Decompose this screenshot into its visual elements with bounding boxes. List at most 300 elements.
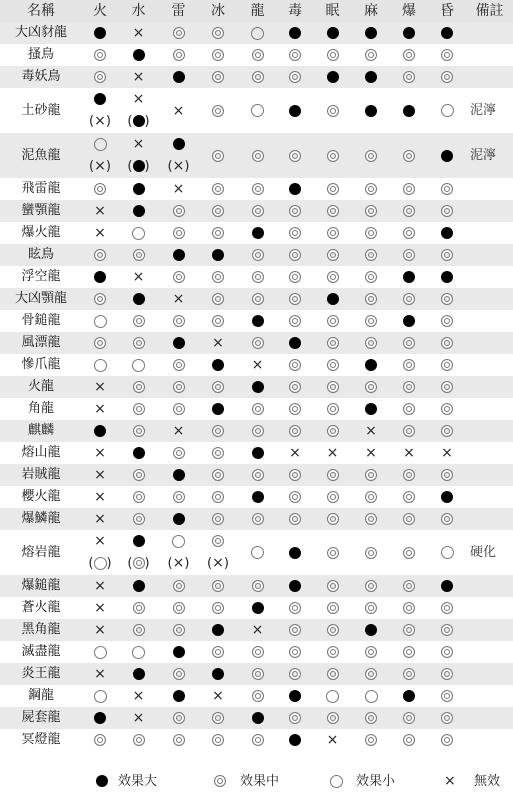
weakness-cell: [198, 575, 238, 597]
weakness-cell: [352, 729, 390, 751]
weakness-cell: [352, 354, 390, 376]
cross-icon: ×: [403, 445, 415, 461]
filled-circle-icon: [365, 624, 377, 636]
double-circle-icon: [94, 183, 106, 195]
weakness-cell: [238, 310, 277, 332]
weakness-cell: [352, 310, 390, 332]
double-circle-icon: [212, 469, 224, 481]
filled-circle-icon: [252, 712, 264, 724]
weakness-cell: [159, 222, 198, 244]
double-circle-icon: [289, 359, 301, 371]
weakness-cell: [313, 22, 352, 44]
filled-circle-icon: [173, 469, 185, 481]
weakness-cell: [238, 44, 277, 66]
weakness-cell: [198, 44, 238, 66]
weakness-cell: [352, 66, 390, 88]
table-row: [0, 597, 513, 619]
table-row: [0, 729, 513, 751]
weakness-cell: [159, 22, 198, 44]
filled-circle-icon: [133, 293, 145, 305]
filled-circle-icon: [289, 337, 301, 349]
weakness-cell: [198, 508, 238, 530]
weakness-cell: [390, 354, 428, 376]
weakness-cell: [198, 685, 238, 707]
double-circle-icon: [212, 105, 224, 117]
weakness-cell: [118, 530, 159, 574]
weakness-cell: [313, 663, 352, 685]
paren-close: ): [144, 159, 150, 174]
weakness-cell: [82, 641, 118, 663]
weakness-cell: [352, 575, 390, 597]
weakness-cell: [277, 22, 313, 44]
weakness-cell: [277, 44, 313, 66]
weakness-cell: [238, 575, 277, 597]
weakness-cell: [238, 641, 277, 663]
weakness-cell: [82, 685, 118, 707]
weakness-cell: [390, 222, 428, 244]
note: 硬化: [469, 545, 496, 560]
weakness-cell: [277, 729, 313, 751]
weakness-cell: [118, 66, 159, 88]
weakness-cell: [277, 398, 313, 420]
cross-icon: ×: [94, 578, 106, 594]
double-circle-icon: [441, 690, 453, 702]
double-circle-icon: [252, 513, 264, 525]
double-circle-icon: [365, 668, 377, 680]
double-circle-icon: [403, 183, 415, 195]
weakness-cell: [277, 100, 313, 122]
monster-name: 黑角龍: [21, 622, 61, 637]
weakness-cell: [428, 266, 466, 288]
double-circle-icon: [327, 469, 339, 481]
monster-name: 土砂龍: [21, 103, 61, 118]
double-circle-icon: [289, 491, 301, 503]
double-circle-icon: [365, 734, 377, 746]
weakness-cell: [428, 641, 466, 663]
filled-circle-icon: [173, 690, 185, 702]
weakness-cell: [313, 222, 352, 244]
weakness-cell: [352, 542, 390, 564]
double-circle-icon: [403, 71, 415, 83]
cross-icon: ×: [365, 445, 377, 461]
open-circle-icon: [330, 775, 343, 788]
double-circle-icon: [403, 150, 415, 162]
weakness-cell: [352, 100, 390, 122]
filled-circle-icon: [94, 27, 106, 39]
double-circle-icon: [212, 271, 224, 283]
double-circle-icon: [252, 425, 264, 437]
weakness-cell: [82, 266, 118, 288]
weakness-cell: [428, 244, 466, 266]
weakness-cell: [277, 244, 313, 266]
double-circle-icon: [365, 712, 377, 724]
weakness-cell: [238, 222, 277, 244]
weakness-cell: [118, 354, 159, 376]
monster-name: 滅盡龍: [21, 644, 61, 659]
double-circle-icon: [212, 71, 224, 83]
weakness-cell: [390, 200, 428, 222]
header-note: 備註: [475, 3, 504, 19]
double-circle-icon: [403, 734, 415, 746]
weakness-cell: [390, 442, 428, 464]
legend-label: 無效: [474, 774, 501, 789]
double-circle-icon: [212, 227, 224, 239]
double-circle-icon: [441, 249, 453, 261]
double-circle-icon: [327, 580, 339, 592]
weakness-cell: [198, 222, 238, 244]
weakness-cell: [428, 663, 466, 685]
weakness-cell: [313, 310, 352, 332]
weakness-cell: [352, 178, 390, 200]
legend-label: 效果大: [118, 774, 158, 789]
weakness-cell: [82, 88, 118, 132]
weakness-cell: [118, 288, 159, 310]
monster-name: 爆鎚龍: [21, 578, 61, 593]
double-circle-icon: [327, 271, 339, 283]
filled-circle-icon: [94, 712, 106, 724]
double-circle-icon: [252, 249, 264, 261]
filled-circle-icon: [173, 138, 185, 150]
weakness-cell: [313, 145, 352, 167]
weakness-cell: [238, 200, 277, 222]
weakness-cell: [118, 332, 159, 354]
cross-icon: ×: [132, 269, 145, 285]
weakness-cell: [198, 310, 238, 332]
double-circle-icon: [173, 580, 185, 592]
filled-circle-icon: [289, 734, 301, 746]
weakness-cell: [428, 420, 466, 442]
double-circle-icon: [365, 205, 377, 217]
cross-icon: ×: [326, 732, 339, 748]
double-circle-icon: [173, 734, 185, 746]
double-circle-icon: [133, 469, 145, 481]
weakness-cell: [82, 508, 118, 530]
weakness-cell: [159, 288, 198, 310]
double-circle-icon: [212, 183, 224, 195]
filled-circle-icon: [289, 105, 301, 117]
weakness-cell: [238, 707, 277, 729]
double-circle-icon: [365, 602, 377, 614]
weakness-cell: [82, 44, 118, 66]
double-circle-icon: [289, 49, 301, 61]
filled-circle-icon: [133, 183, 145, 195]
filled-circle-icon: [441, 227, 453, 239]
double-circle-icon: [173, 205, 185, 217]
monster-name: 泥魚龍: [21, 148, 61, 163]
double-circle-icon: [173, 712, 185, 724]
weakness-cell: [198, 597, 238, 619]
double-circle-icon: [441, 513, 453, 525]
weakness-cell: [82, 200, 118, 222]
weakness-cell: [118, 729, 159, 751]
double-circle-icon: [365, 249, 377, 261]
paren-close: ): [144, 556, 150, 571]
weakness-cell: [118, 178, 159, 200]
cross-icon: ×: [251, 357, 264, 373]
double-circle-icon: [365, 150, 377, 162]
header-element: 爆: [402, 3, 416, 19]
cross-icon: ×: [132, 710, 145, 726]
weakness-cell: [313, 398, 352, 420]
double-circle-icon: [365, 337, 377, 349]
weakness-cell: [352, 145, 390, 167]
open-circle-icon: [441, 104, 454, 117]
legend-none-icon: [444, 770, 456, 793]
weakness-cell: [198, 420, 238, 442]
filled-circle-icon: [365, 105, 377, 117]
weakness-cell: [198, 398, 238, 420]
double-circle-icon: [289, 271, 301, 283]
weakness-cell: [352, 641, 390, 663]
paren-open: (: [207, 556, 213, 571]
cross-icon: ×: [444, 773, 456, 789]
weakness-cell: [428, 200, 466, 222]
weakness-cell: [198, 707, 238, 729]
double-circle-icon: [94, 337, 106, 349]
paren-open: (: [89, 159, 95, 174]
weakness-cell: [313, 178, 352, 200]
double-circle-icon: [212, 646, 224, 658]
table-row: [0, 420, 513, 442]
weakness-cell: [390, 685, 428, 707]
table-row: [0, 530, 513, 575]
double-circle-icon: [289, 150, 301, 162]
double-circle-icon: [212, 513, 224, 525]
weakness-cell: [82, 354, 118, 376]
weakness-cell: [352, 266, 390, 288]
weakness-cell: [352, 332, 390, 354]
filled-circle-icon: [252, 315, 264, 327]
weakness-cell: [428, 44, 466, 66]
weakness-cell: [82, 464, 118, 486]
double-circle-icon: [252, 668, 264, 680]
legend-small-icon: [330, 770, 343, 793]
cross-icon: ×: [326, 445, 339, 461]
double-circle-icon: [365, 227, 377, 239]
double-circle-icon: [441, 646, 453, 658]
filled-circle-icon: [252, 602, 264, 614]
header-element: 雷: [171, 3, 186, 19]
double-circle-icon: [441, 381, 453, 393]
double-circle-icon: [212, 602, 224, 614]
weakness-cell: [159, 133, 198, 177]
double-circle-icon: [94, 71, 106, 83]
paren-close: ): [105, 159, 111, 174]
double-circle-icon: [173, 271, 185, 283]
weakness-cell: [198, 22, 238, 44]
monster-name: 慘爪龍: [21, 357, 61, 372]
header-element: 毒: [288, 3, 302, 19]
double-circle-icon: [133, 425, 145, 437]
double-circle-icon: [365, 547, 377, 559]
filled-circle-icon: [403, 105, 415, 117]
double-circle-icon: [94, 293, 106, 305]
weakness-cell: [159, 266, 198, 288]
double-circle-icon: [441, 359, 453, 371]
weakness-cell: [277, 619, 313, 641]
weakness-cell: [82, 707, 118, 729]
double-circle-icon: [173, 668, 185, 680]
cross-icon: ×: [94, 467, 106, 483]
double-circle-icon: [365, 491, 377, 503]
cross-icon: ×: [94, 225, 106, 241]
table-row: [0, 44, 513, 66]
weakness-cell: [118, 641, 159, 663]
weakness-cell: [118, 486, 159, 508]
weakness-cell: [277, 575, 313, 597]
double-circle-icon: [327, 337, 339, 349]
monster-name: 骨鎚龍: [21, 313, 61, 328]
monster-name: 蒼火龍: [21, 600, 61, 615]
monster-name: 風漂龍: [21, 335, 61, 350]
weakness-cell: [238, 420, 277, 442]
weakness-cell: [118, 685, 159, 707]
paren-open: (: [127, 556, 133, 571]
double-circle-icon: [327, 668, 339, 680]
table-row: [0, 66, 513, 88]
double-circle-icon: [403, 712, 415, 724]
weakness-cell: [428, 310, 466, 332]
double-circle-icon: [252, 71, 264, 83]
cross-icon: ×: [172, 291, 185, 307]
table-row: [0, 266, 513, 288]
weakness-cell: [198, 641, 238, 663]
table-row: [0, 222, 513, 244]
open-circle-icon: [326, 690, 339, 703]
weakness-cell: [277, 178, 313, 200]
weakness-cell: [428, 508, 466, 530]
weakness-cell: [159, 244, 198, 266]
weakness-cell: [390, 398, 428, 420]
filled-circle-icon: [133, 115, 145, 127]
weakness-cell: [352, 244, 390, 266]
double-circle-icon: [327, 227, 339, 239]
weakness-cell: [390, 100, 428, 122]
weakness-cell: [277, 145, 313, 167]
filled-circle-icon: [365, 403, 377, 415]
double-circle-icon: [133, 381, 145, 393]
double-circle-icon: [327, 381, 339, 393]
weakness-cell: [82, 66, 118, 88]
weakness-cell: [82, 597, 118, 619]
weakness-cell: [313, 486, 352, 508]
double-circle-icon: [327, 602, 339, 614]
weakness-cell: [313, 266, 352, 288]
weakness-cell: [159, 66, 198, 88]
double-circle-icon: [289, 71, 301, 83]
paren-close: ): [184, 159, 190, 174]
weakness-cell: [277, 663, 313, 685]
weakness-cell: [238, 22, 277, 44]
weakness-cell: [159, 729, 198, 751]
weakness-cell: [390, 178, 428, 200]
double-circle-icon: [289, 469, 301, 481]
weakness-cell: [118, 663, 159, 685]
weakness-cell: [198, 332, 238, 354]
weakness-cell: [390, 575, 428, 597]
filled-circle-icon: [327, 293, 339, 305]
weakness-cell: [238, 542, 277, 564]
weakness-cell: [428, 354, 466, 376]
double-circle-icon: [403, 359, 415, 371]
weakness-cell: [428, 486, 466, 508]
weakness-cell: [277, 222, 313, 244]
filled-circle-icon: [212, 668, 224, 680]
header-element: 龍: [250, 3, 265, 19]
weakness-cell: [159, 530, 198, 574]
double-circle-icon: [212, 447, 224, 459]
weakness-cell: [313, 288, 352, 310]
filled-circle-icon: [212, 249, 224, 261]
open-circle-icon: [441, 546, 454, 559]
weakness-cell: [238, 729, 277, 751]
weakness-cell: [428, 707, 466, 729]
filled-circle-icon: [212, 624, 224, 636]
weakness-cell: [198, 663, 238, 685]
monster-name: 火龍: [27, 379, 54, 394]
weakness-cell: [428, 288, 466, 310]
filled-circle-icon: [403, 27, 415, 39]
weakness-cell: [390, 66, 428, 88]
weakness-cell: [159, 420, 198, 442]
double-circle-icon: [327, 49, 339, 61]
double-circle-icon: [289, 249, 301, 261]
filled-circle-icon: [441, 580, 453, 592]
double-circle-icon: [289, 513, 301, 525]
double-circle-icon: [133, 403, 145, 415]
cross-icon: ×: [94, 622, 106, 638]
double-circle-icon: [289, 315, 301, 327]
open-circle-icon: [94, 315, 107, 328]
double-circle-icon: [173, 403, 185, 415]
double-circle-icon: [289, 712, 301, 724]
weakness-cell: [238, 100, 277, 122]
weakness-cell: [159, 486, 198, 508]
weakness-cell: [198, 266, 238, 288]
weakness-cell: [82, 619, 118, 641]
header-element: 冰: [211, 3, 225, 19]
filled-circle-icon: [289, 690, 301, 702]
filled-circle-icon: [94, 93, 106, 105]
filled-circle-icon: [173, 337, 185, 349]
header-element: 麻: [364, 3, 378, 19]
open-circle-icon: [172, 535, 185, 548]
weakness-cell: [82, 222, 118, 244]
double-circle-icon: [403, 491, 415, 503]
header-element: 眠: [325, 3, 340, 19]
double-circle-icon: [173, 315, 185, 327]
weakness-cell: [428, 619, 466, 641]
filled-circle-icon: [403, 690, 415, 702]
filled-circle-icon: [133, 447, 145, 459]
legend: [0, 770, 513, 793]
double-circle-icon: [252, 690, 264, 702]
filled-circle-icon: [212, 359, 224, 371]
filled-circle-icon: [289, 547, 301, 559]
weakness-cell: [428, 597, 466, 619]
weakness-cell: [313, 575, 352, 597]
paren-open: (: [89, 114, 95, 129]
table-row: [0, 641, 513, 663]
weakness-cell: [238, 376, 277, 398]
weakness-cell: [352, 442, 390, 464]
weakness-cell: [428, 685, 466, 707]
weakness-cell: [118, 22, 159, 44]
table-row: [0, 464, 513, 486]
filled-circle-icon: [365, 359, 377, 371]
double-circle-icon: [212, 315, 224, 327]
open-circle-icon: [94, 690, 107, 703]
